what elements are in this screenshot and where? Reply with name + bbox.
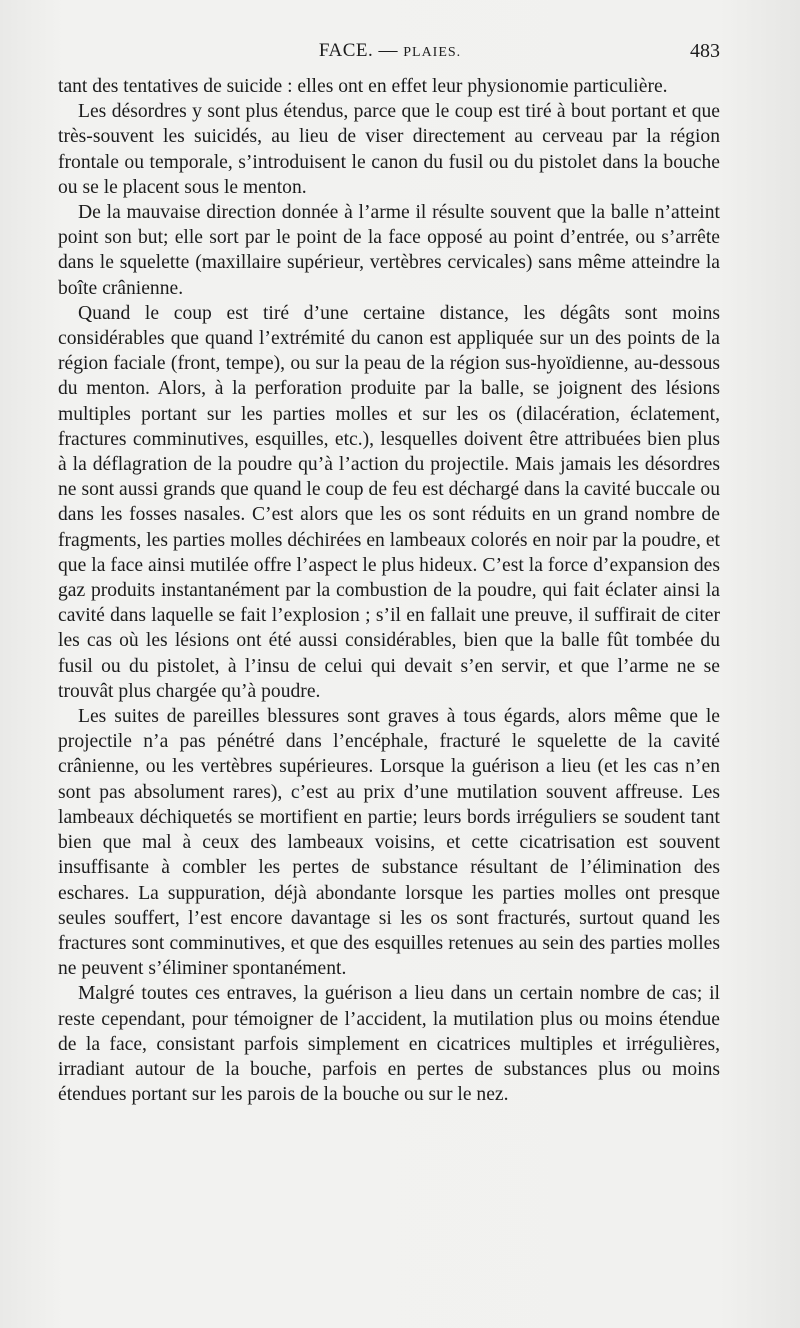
paragraph: Quand le coup est tiré d’une certaine distance, les dégâts sont moins considérables que quand l’extrémité du canon est appliquée sur un des points de la région faciale (front, tempe), ou sur la peau de la région sus-hyoïdienne, au-dessous du menton. Alors, à la perforation produite par la balle, se joignent des lésions multiples portant sur les parties molles et sur les os (dilacération, éclatement, fractures comminutives, esquilles, etc.), lesquelles doivent être attribuées bien plus à la déflagration de la poudre qu’à l’action du projectile. Mais jamais les désordres ne sont aussi grands que quand le coup de feu est déchargé dans la cavité buccale ou dans les fosses nasales. C’est alors que les os sont réduits en un grand nombre de fragments, les parties molles déchirées en lambeaux colorés en noir par la poudre, et que la face ainsi mutilée offre l’aspect le plus hideux. C’est la force d’expansion des gaz produits instantanément par la combustion de la poudre, qui fait éclater ainsi la cavité dans laquelle se fait l’explosion ; s’il en fallait une preuve, il suffirait de citer les cas où les lésions ont été aussi considérables, bien que la balle fût tombée du fusil ou du pistolet, à l’insu de celui qui devait s’en servir, et que l’arme ne se trouvât plus chargée qu’à poudre. — [58, 302, 720, 702]
paragraph: Les désordres y sont plus étendus, parce que le coup est tiré à bout portant et que très-souvent les suicidés, au lieu de viser directement au cerveau par la région frontale ou temporale, s’introduisent le canon du fusil ou du pistolet dans la bouche ou se le placent sous le menton. — [58, 101, 720, 198]
paragraph-continued: tant des tentatives de suicide : elles ont en effet leur physionomie particulière. — [58, 76, 668, 97]
body-text — [58, 74, 720, 1107]
running-head-title: FACE. — — [318, 40, 404, 61]
paragraph: Malgré toutes ces entraves, la guérison a lieu dans un certain nombre de cas; il reste cependant, pour témoigner de l’accident, la mutilation plus ou moins étendue de la face, consistant parfois simplement en cicatrices multiples et irrégulières, irradiant autour de la bouche, parfois en pertes de substances plus ou moins étendues portant sur les parois de la bouche ou sur le nez. — [58, 983, 720, 1106]
paragraph: De la mauvaise direction donnée à l’arme il résulte souvent que la balle n’atteint point son but; elle sort par le point de la face opposé au point d’entrée, ou s’arrête dans le squelette (maxillaire supérieur, vertèbres cervicales) sans même atteindre la boîte crânienne. — [58, 202, 720, 299]
page-number: 483 — [690, 40, 720, 62]
page-header — [60, 40, 720, 70]
paragraph: Les suites de pareilles blessures sont graves à tous égards, alors même que le projectile n’a pas pénétré dans l’encéphale, fracturé le squelette de la cavité crânienne, ou les vertèbres supérieures. Lorsque la guérison a lieu (et les cas n’en sont pas absolument rares), c’est au prix d’une mutilation souvent affreuse. Les lambeaux déchiquetés se mortifient en partie; leurs bords irréguliers se soudent tant bien que mal à ceux des lambeaux voisins, et cette cicatrisation est souvent insuffisante à combler les pertes de substance résultant de l’élimination des eschares. La suppuration, déjà abondante lorsque les parties molles ont presque seules souffert, l’est encore davantage si les os sont fracturés, surtout quand les fractures sont comminutives, et que des esquilles retenues au sein des parties molles ne peuvent s’éliminer spontanément. — [58, 706, 720, 980]
running-head — [60, 40, 720, 62]
running-head-subtitle: PLAIES. — [403, 45, 462, 60]
